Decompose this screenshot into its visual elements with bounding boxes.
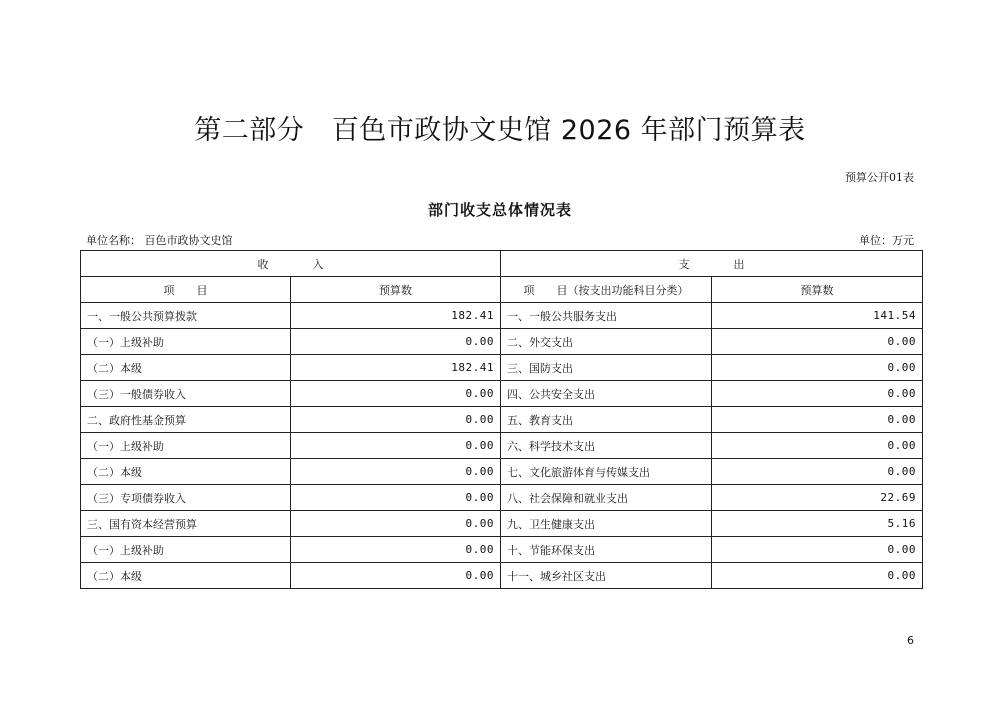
- expense-budget-cell: 0.00: [712, 355, 923, 381]
- expense-item-cell: 九、卫生健康支出: [501, 511, 712, 537]
- expense-budget-cell: 141.54: [712, 303, 923, 329]
- table-row: [81, 303, 923, 329]
- column-header-row: [81, 277, 923, 303]
- expense-budget-cell: 22.69: [712, 485, 923, 511]
- expense-item-cell: 四、公共安全支出: [501, 381, 712, 407]
- expense-budget-cell: 0.00: [712, 537, 923, 563]
- table-row: [81, 329, 923, 355]
- income-item-cell: 一、一般公共预算拨款: [81, 303, 291, 329]
- table-row: [81, 563, 923, 589]
- income-item-cell: （一）上级补助: [81, 329, 291, 355]
- income-budget-cell: 0.00: [291, 381, 501, 407]
- income-budget-cell: 0.00: [291, 329, 501, 355]
- unit-name: 单位名称： 百色市政协文史馆: [86, 234, 233, 247]
- expense-item-cell: 十、节能环保支出: [501, 537, 712, 563]
- unit-of-measure: 单位：万元: [859, 234, 914, 247]
- income-item-cell: 三、国有资本经营预算: [81, 511, 291, 537]
- income-header: 收 入: [81, 251, 501, 277]
- document-title: 第二部分 百色市政协文史馆 2026 年部门预算表: [194, 115, 806, 146]
- income-item-cell: （二）本级: [81, 563, 291, 589]
- expense-budget-cell: 5.16: [712, 511, 923, 537]
- income-budget-cell: 0.00: [291, 563, 501, 589]
- table-row: [81, 537, 923, 563]
- income-budget-cell: 0.00: [291, 459, 501, 485]
- expense-item-cell: 七、文化旅游体育与传媒支出: [501, 459, 712, 485]
- section-header-row: [81, 251, 923, 277]
- income-budget-cell: 0.00: [291, 485, 501, 511]
- table-code: 预算公开01表: [845, 171, 914, 184]
- expense-item-cell: 十一、城乡社区支出: [501, 563, 712, 589]
- income-item-cell: （三）一般债券收入: [81, 381, 291, 407]
- expense-item-cell: 三、国防支出: [501, 355, 712, 381]
- income-item-cell: （一）上级补助: [81, 537, 291, 563]
- expense-budget-cell: 0.00: [712, 407, 923, 433]
- table-row: [81, 459, 923, 485]
- expense-header: 支 出: [501, 251, 923, 277]
- expense-budget-cell: 0.00: [712, 563, 923, 589]
- expense-budget-cell: 0.00: [712, 329, 923, 355]
- income-item-cell: （二）本级: [81, 355, 291, 381]
- expense-item-cell: 五、教育支出: [501, 407, 712, 433]
- table-row: [81, 355, 923, 381]
- table-row: [81, 433, 923, 459]
- expense-budget-header: 预算数: [712, 277, 923, 303]
- expense-budget-cell: 0.00: [712, 381, 923, 407]
- expense-item-header: 项 目（按支出功能科目分类）: [501, 277, 712, 303]
- budget-table: [80, 250, 923, 589]
- income-budget-cell: 182.41: [291, 303, 501, 329]
- table-row: [81, 381, 923, 407]
- income-budget-cell: 0.00: [291, 537, 501, 563]
- income-item-cell: （一）上级补助: [81, 433, 291, 459]
- income-budget-cell: 0.00: [291, 433, 501, 459]
- expense-item-cell: 八、社会保障和就业支出: [501, 485, 712, 511]
- expense-item-cell: 一、一般公共服务支出: [501, 303, 712, 329]
- income-item-cell: （二）本级: [81, 459, 291, 485]
- income-budget-cell: 0.00: [291, 407, 501, 433]
- page-number: 6: [907, 634, 914, 647]
- expense-budget-cell: 0.00: [712, 433, 923, 459]
- table-row: [81, 511, 923, 537]
- table-title: 部门收支总体情况表: [427, 201, 572, 219]
- table-row: [81, 485, 923, 511]
- income-budget-cell: 0.00: [291, 511, 501, 537]
- expense-item-cell: 六、科学技术支出: [501, 433, 712, 459]
- income-budget-cell: 182.41: [291, 355, 501, 381]
- income-budget-header: 预算数: [291, 277, 501, 303]
- expense-item-cell: 二、外交支出: [501, 329, 712, 355]
- table-row: [81, 407, 923, 433]
- income-item-cell: （三）专项债券收入: [81, 485, 291, 511]
- expense-budget-cell: 0.00: [712, 459, 923, 485]
- income-item-header: 项 目: [81, 277, 291, 303]
- income-item-cell: 二、政府性基金预算: [81, 407, 291, 433]
